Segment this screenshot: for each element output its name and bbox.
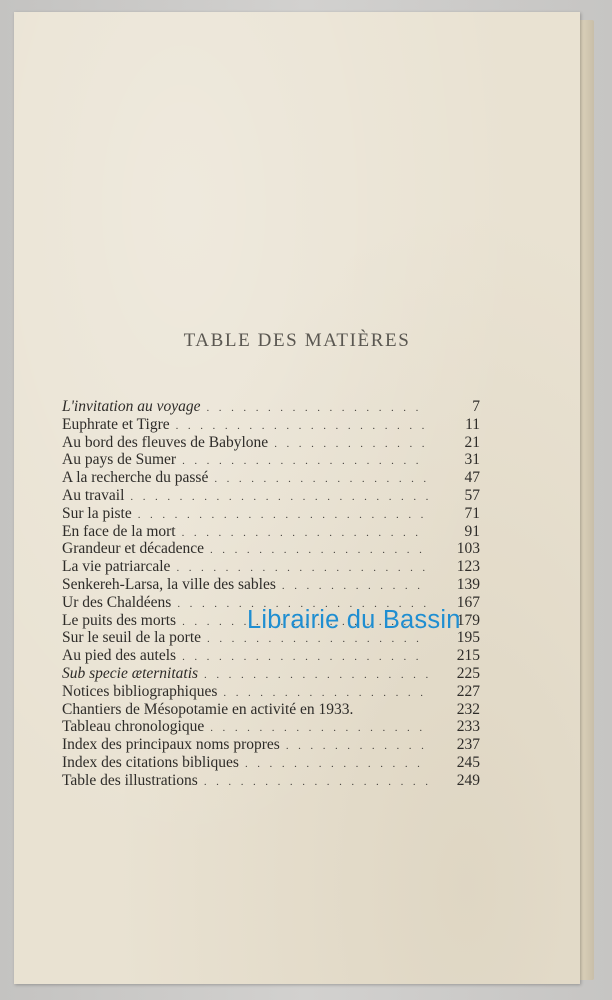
toc-entry-page-number: 11 xyxy=(465,415,480,433)
toc-entry-title: Au pied des autels xyxy=(62,647,177,665)
toc-entry-page-number: 103 xyxy=(456,540,480,558)
toc-entry-title: Au bord des fleuves de Babylone xyxy=(62,433,269,451)
toc-entry xyxy=(62,434,480,452)
toc-entry xyxy=(62,736,480,754)
toc-leader-dots xyxy=(245,758,428,770)
toc-leader-dots xyxy=(204,669,428,681)
toc-entry-page-number: 167 xyxy=(456,593,480,611)
toc-entry-page-number: 225 xyxy=(456,664,480,682)
toc-entry xyxy=(62,701,480,719)
toc-entry-page-number: 31 xyxy=(464,451,480,469)
toc-leader-dots xyxy=(182,455,428,467)
toc-entry xyxy=(62,523,480,541)
toc-entry-page-number: 232 xyxy=(456,700,480,718)
toc-entry-page-number: 123 xyxy=(456,558,480,576)
toc-entry-title: Chantiers de Mésopotamie en activité en 1933. xyxy=(62,700,354,718)
toc-leader-dots xyxy=(223,687,428,699)
toc-entry xyxy=(62,683,480,701)
toc-entry-page-number: 179 xyxy=(456,611,480,629)
toc-entry-page-number: 227 xyxy=(456,682,480,700)
toc-entry-page-number: 249 xyxy=(456,771,480,789)
toc-entry-page-number: 245 xyxy=(456,753,480,771)
page-title: TABLE DES MATIÈRES xyxy=(183,330,411,351)
toc-entry-title: Sur la piste xyxy=(62,504,132,522)
toc-entry-page-number: 7 xyxy=(472,398,480,415)
toc-leader-dots xyxy=(207,402,429,414)
toc-entry-title: Index des principaux noms propres xyxy=(62,736,280,754)
toc-entry-title: Senkereh-Larsa, la ville des sables xyxy=(62,575,276,593)
toc-leader-dots xyxy=(282,580,428,592)
toc-entry xyxy=(62,416,480,434)
toc-entry-title: Notices bibliographiques xyxy=(62,682,218,700)
toc-entry-title: La vie patriarcale xyxy=(62,558,171,576)
toc-entry xyxy=(62,647,480,665)
toc-leader-dots xyxy=(176,562,428,574)
toc-entry xyxy=(62,665,480,683)
toc-entry-title: Sub specie æternitatis xyxy=(62,664,199,682)
toc-leader-dots xyxy=(204,776,428,788)
toc-entry-title: Tableau chronologique xyxy=(62,718,205,736)
toc-entry xyxy=(62,451,480,469)
book-page xyxy=(14,12,580,984)
toc-leader-dots xyxy=(286,740,428,752)
toc-entry xyxy=(62,718,480,736)
toc-entry xyxy=(62,772,480,790)
toc-entry-title: Le puits des morts xyxy=(62,611,177,629)
toc-entry-page-number: 237 xyxy=(456,736,480,754)
toc-leader-dots xyxy=(210,722,428,734)
toc-entry-title: Index des citations bibliques xyxy=(62,753,239,771)
toc-entry-title: L'invitation au voyage xyxy=(62,398,201,415)
toc-entry xyxy=(62,398,480,416)
toc-leader-dots xyxy=(130,491,428,503)
table-of-contents xyxy=(62,398,480,790)
toc-entry-page-number: 215 xyxy=(456,647,480,665)
toc-entry-title: Euphrate et Tigre xyxy=(62,415,170,433)
toc-entry-title: Grandeur et décadence xyxy=(62,540,204,558)
toc-entry-title: A la recherche du passé xyxy=(62,469,209,487)
toc-entry xyxy=(62,558,480,576)
toc-leader-dots xyxy=(274,438,428,450)
toc-entry-page-number: 139 xyxy=(456,575,480,593)
toc-leader-dots xyxy=(182,527,428,539)
toc-entry xyxy=(62,754,480,772)
watermark-text: Librairie du Bassin xyxy=(247,606,461,634)
toc-leader-dots xyxy=(138,509,428,521)
toc-entry-page-number: 195 xyxy=(456,629,480,647)
toc-entry xyxy=(62,487,480,505)
toc-entry-title: Ur des Chaldéens xyxy=(62,593,172,611)
toc-leader-dots xyxy=(207,633,428,645)
toc-entry-title: Au pays de Sumer xyxy=(62,451,177,469)
toc-entry-page-number: 71 xyxy=(464,504,480,522)
toc-leader-dots xyxy=(176,420,428,432)
toc-entry-page-number: 47 xyxy=(464,469,480,487)
toc-entry xyxy=(62,540,480,558)
toc-entry-title: Sur le seuil de la porte xyxy=(62,629,202,647)
toc-leader-dots xyxy=(182,651,428,663)
toc-entry-page-number: 21 xyxy=(464,433,480,451)
toc-entry-title: En face de la mort xyxy=(62,522,176,540)
toc-entry xyxy=(62,576,480,594)
toc-entry-title: Table des illustrations xyxy=(62,771,198,789)
toc-entry xyxy=(62,505,480,523)
toc-leader-dots xyxy=(214,473,428,485)
toc-entry xyxy=(62,469,480,487)
toc-entry-page-number: 57 xyxy=(464,486,480,504)
toc-entry-page-number: 233 xyxy=(456,718,480,736)
toc-entry-title: Au travail xyxy=(62,486,125,504)
toc-leader-dots xyxy=(210,544,428,556)
toc-entry-page-number: 91 xyxy=(464,522,480,540)
